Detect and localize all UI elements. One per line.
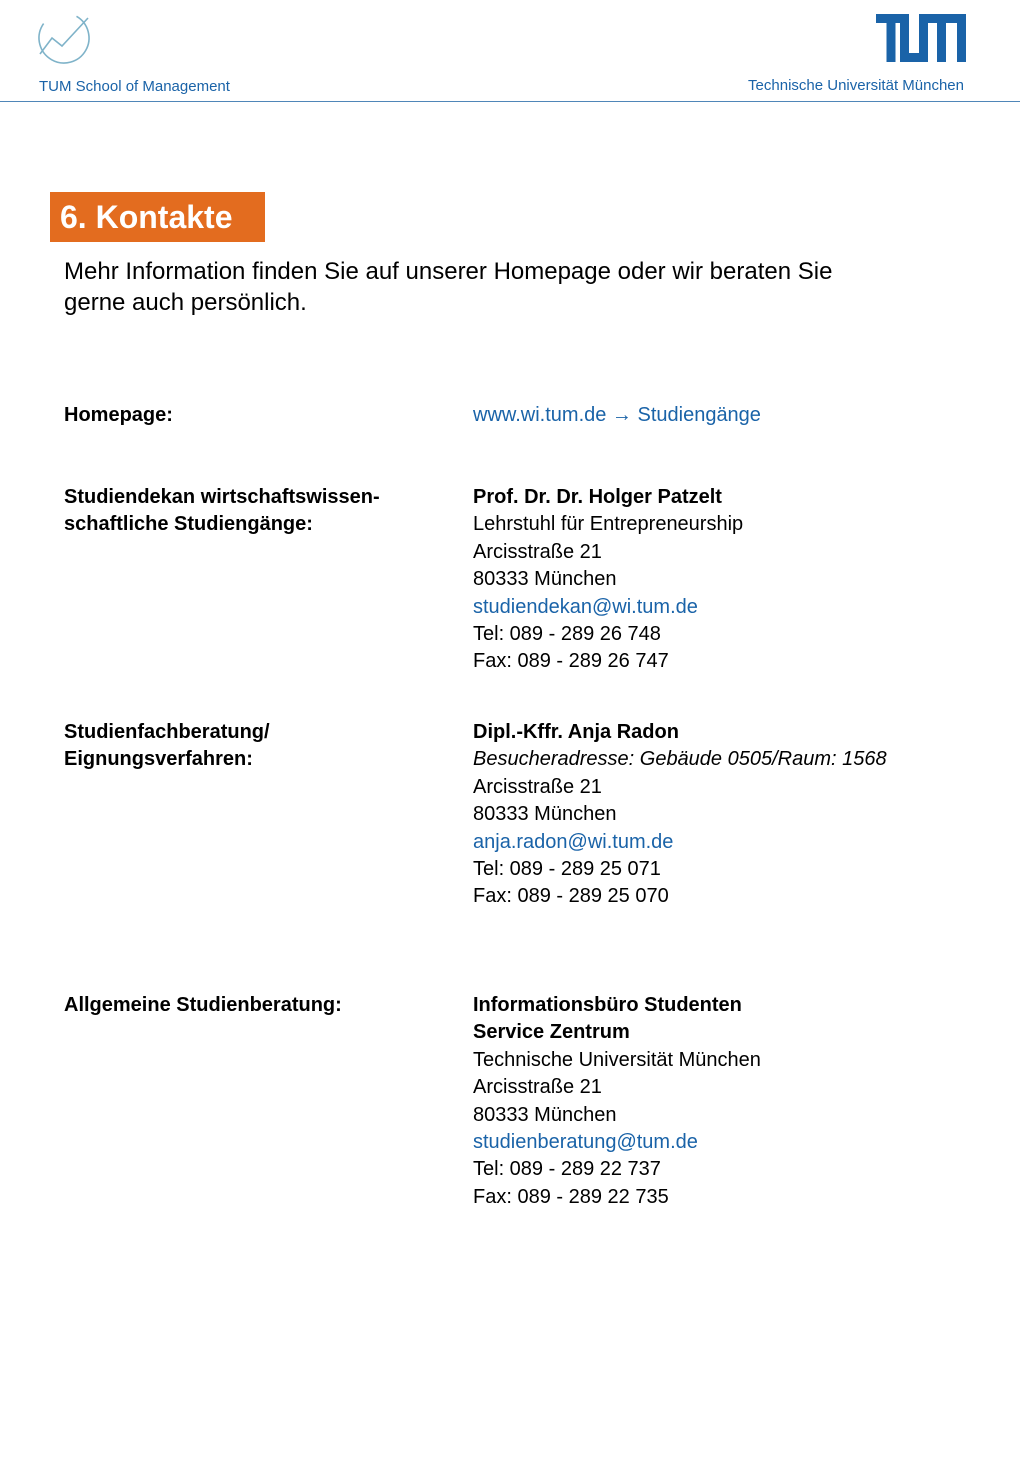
studiendekan-label	[64, 484, 380, 539]
contact-email-link[interactable]: studiendekan@wi.tum.de	[473, 595, 698, 618]
studienfachberatung-label-line-2: Eignungsverfahren:	[64, 748, 253, 771]
contact-fax: Fax: 089 - 289 25 070	[473, 885, 669, 908]
university-name: Technische Universität München	[748, 77, 964, 94]
tum-logo-icon	[876, 14, 966, 64]
intro-line-1: Mehr Information finden Sie auf unserer Homepage oder wir beraten Sie	[64, 258, 833, 285]
contact-street: Arcisstraße 21	[473, 540, 602, 563]
contact-city: 80333 München	[473, 568, 617, 591]
contact-fax: Fax: 089 - 289 22 735	[473, 1185, 669, 1208]
allgemeine-studienberatung-contact	[473, 992, 761, 1211]
allgemeine-studienberatung-label: Allgemeine Studienberatung:	[64, 994, 342, 1016]
studiendekan-label-line-2: schaftliche Studiengänge:	[64, 513, 313, 536]
contact-name-line-2: Service Zentrum	[473, 1021, 630, 1044]
studienfachberatung-label-line-1: Studienfachberatung/	[64, 721, 270, 743]
contact-visitor-address: Besucheradresse: Gebäude 0505/Raum: 1568	[473, 748, 887, 771]
intro-text	[64, 256, 964, 318]
contact-street: Arcisstraße 21	[473, 775, 602, 798]
contact-organization: Technische Universität München	[473, 1048, 761, 1071]
contact-fax: Fax: 089 - 289 26 747	[473, 650, 669, 673]
contact-phone: Tel: 089 - 289 26 748	[473, 623, 661, 646]
studiendekan-label-line-1: Studiendekan wirtschaftswissen-	[64, 486, 380, 508]
studiendekan-contact	[473, 484, 743, 676]
contact-city: 80333 München	[473, 803, 617, 826]
studienfachberatung-contact	[473, 719, 887, 911]
contact-organization: Lehrstuhl für Entrepreneurship	[473, 513, 744, 536]
homepage-link[interactable]: www.wi.tum.de → Studiengänge	[473, 404, 761, 426]
school-name: TUM School of Management	[39, 78, 230, 95]
homepage-label: Homepage:	[64, 404, 173, 426]
intro-line-2: gerne auch persönlich.	[64, 289, 307, 316]
contact-email-link[interactable]: anja.radon@wi.tum.de	[473, 830, 674, 853]
contact-email-link[interactable]: studienberatung@tum.de	[473, 1131, 698, 1154]
contact-name: Prof. Dr. Dr. Holger Patzelt	[473, 486, 722, 508]
contact-name-line-1: Informationsbüro Studenten	[473, 994, 742, 1016]
school-of-management-logo-icon	[36, 10, 92, 66]
homepage-value	[473, 402, 761, 429]
header-divider	[0, 101, 1020, 102]
page-header	[0, 0, 1024, 103]
section-title: 6. Kontakte	[50, 192, 265, 242]
studienfachberatung-label	[64, 719, 270, 774]
contact-phone: Tel: 089 - 289 25 071	[473, 858, 661, 881]
contact-phone: Tel: 089 - 289 22 737	[473, 1158, 661, 1181]
contact-city: 80333 München	[473, 1103, 617, 1126]
contact-street: Arcisstraße 21	[473, 1076, 602, 1099]
contact-name: Dipl.-Kffr. Anja Radon	[473, 721, 679, 743]
